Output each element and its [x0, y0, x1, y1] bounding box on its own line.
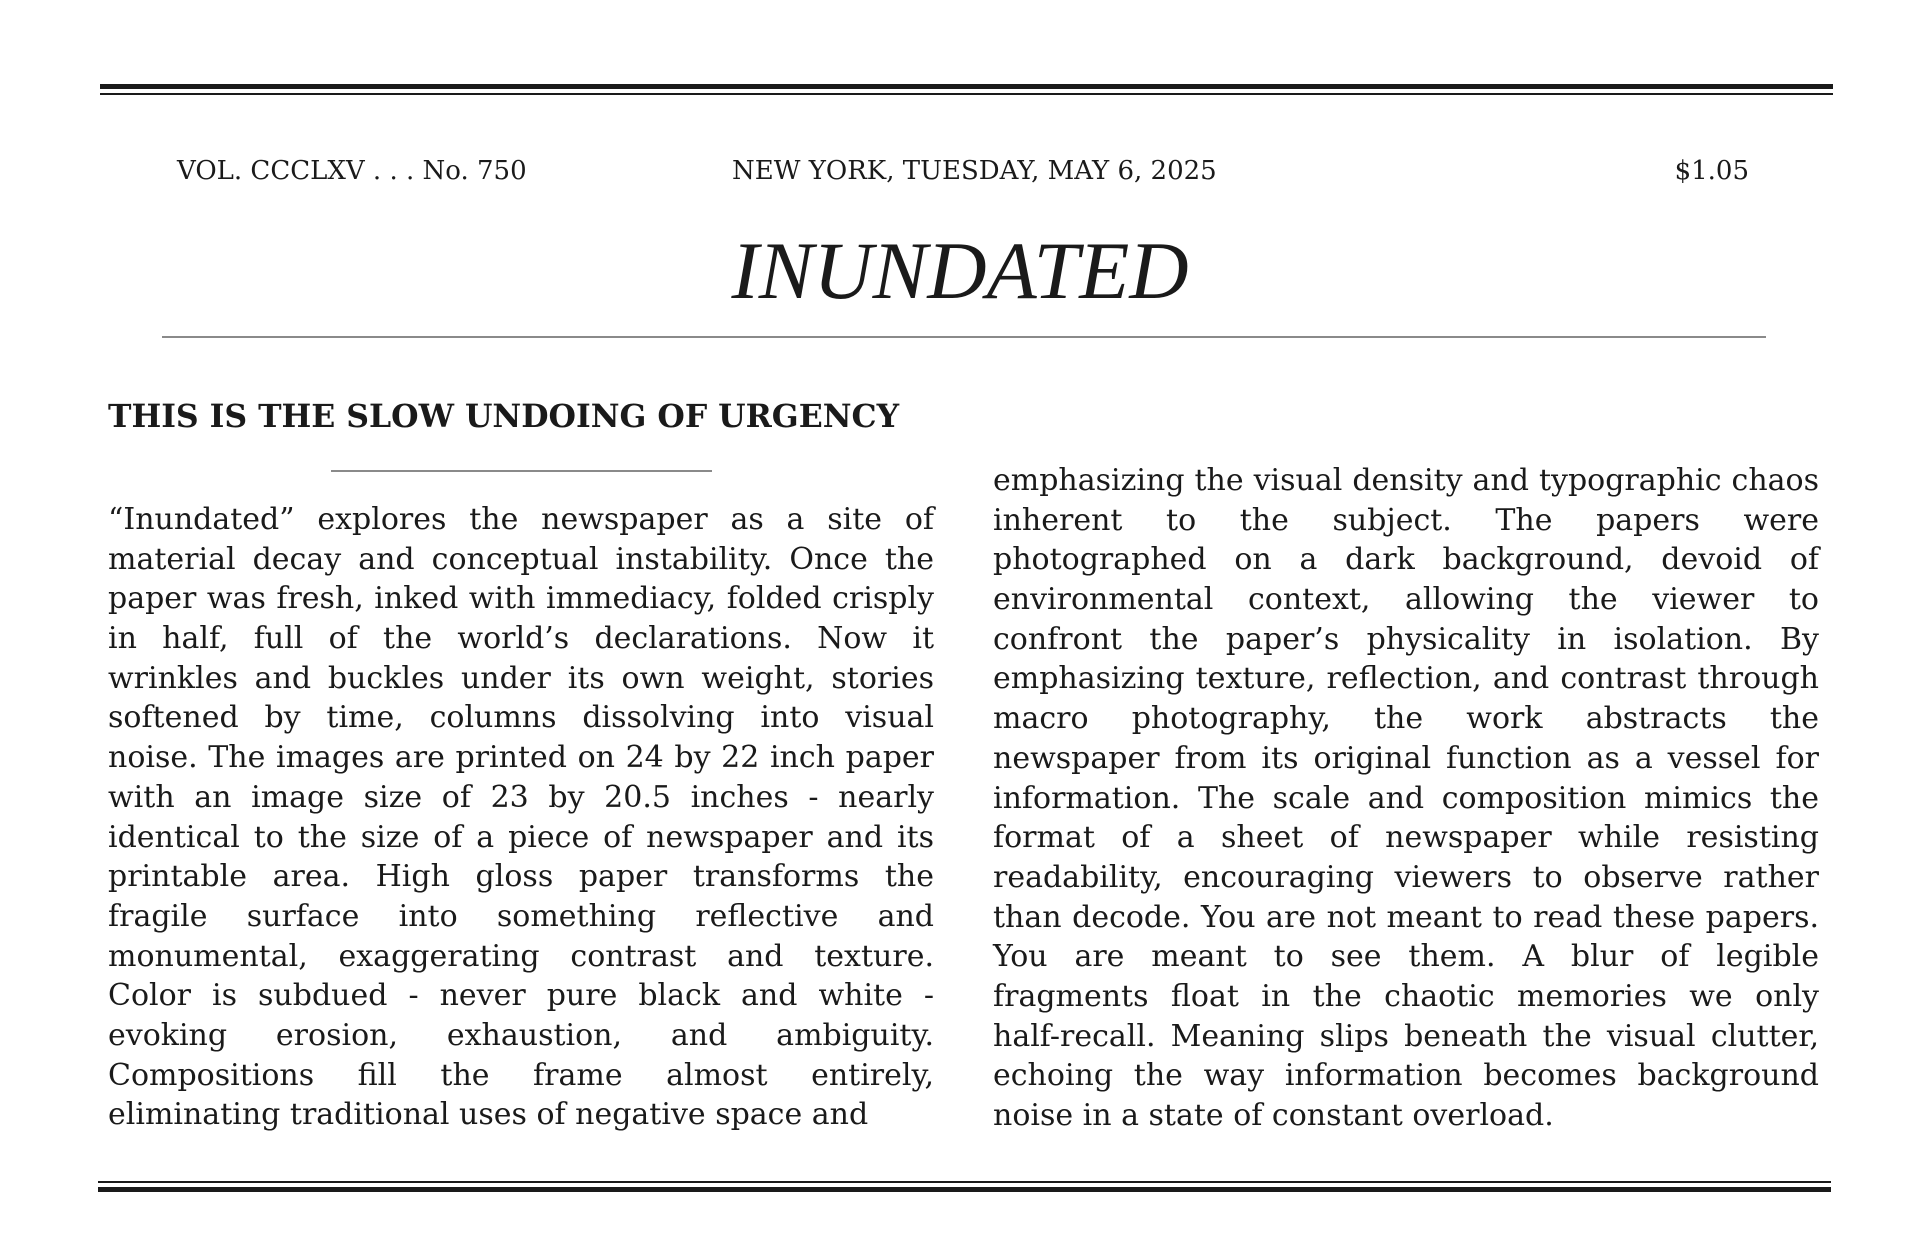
article-line: format of a sheet of newspaper while resisting — [993, 820, 1819, 856]
article-line: eliminating traditional uses of negative space and — [108, 1097, 869, 1133]
newspaper-title: INUNDATED — [731, 225, 1189, 316]
article-line: paper was fresh, inked with immediacy, folded crisply — [108, 581, 934, 617]
article-line: wrinkles and buckles under its own weight, stories — [108, 660, 934, 696]
article-line: fragments float in the chaotic memories we only — [993, 978, 1819, 1014]
article-line: Compositions fill the frame almost entirely, — [108, 1057, 934, 1093]
article-line: softened by time, columns dissolving into visual — [108, 700, 934, 736]
bottom-rule-thick — [98, 1187, 1831, 1192]
article-line: noise. The images are printed on 24 by 22 inch paper — [108, 740, 934, 776]
article-line: fragile surface into something reflective and — [108, 898, 934, 934]
bottom-rule-thin — [98, 1181, 1831, 1183]
article-line: readability, encouraging viewers to observe rather — [993, 859, 1819, 895]
article-headline: THIS IS THE SLOW UNDOING OF URGENCY — [108, 398, 900, 435]
top-rule-thin — [100, 93, 1833, 95]
article-line: than decode. You are not meant to read these papers. — [993, 899, 1819, 935]
article-line: confront the paper’s physicality in isolation. By — [993, 621, 1819, 657]
article-line: in half, full of the world’s declarations. Now it — [108, 621, 934, 657]
article-line: information. The scale and composition mimics the — [993, 780, 1819, 816]
article-line: half-recall. Meaning slips beneath the visual clutter, — [993, 1018, 1819, 1054]
article-line: identical to the size of a piece of newspaper and its — [108, 819, 934, 855]
headline-divider — [331, 470, 712, 472]
article-line: macro photography, the work abstracts the — [993, 701, 1819, 737]
dateline: NEW YORK, TUESDAY, MAY 6, 2025 — [732, 156, 1217, 186]
article-line: environmental context, allowing the viewer to — [993, 582, 1819, 618]
price: $1.05 — [1674, 156, 1749, 186]
article-line: Color is subdued - never pure black and white - — [108, 978, 934, 1014]
article-line: monumental, exaggerating contrast and texture. — [108, 938, 934, 974]
article-line: material decay and conceptual instability. Once the — [108, 541, 934, 577]
article-line: echoing the way information becomes background — [993, 1058, 1819, 1094]
article-line: “Inundated” explores the newspaper as a site of — [108, 502, 934, 537]
title-divider — [162, 336, 1766, 338]
article-line: emphasizing the visual density and typographic chaos — [993, 463, 1819, 498]
article-line: noise in a state of constant overload. — [993, 1098, 1554, 1133]
article-line: evoking erosion, exhaustion, and ambiguity. — [108, 1017, 934, 1053]
volume-number: VOL. CCCLXV . . . No. 750 — [177, 156, 527, 186]
article-line: with an image size of 23 by 20.5 inches - nearly — [108, 779, 934, 815]
article-line: newspaper from its original function as a vessel for — [993, 740, 1819, 776]
article-line: photographed on a dark background, devoid of — [993, 542, 1819, 578]
article-line: inherent to the subject. The papers were — [993, 502, 1819, 538]
article-column-right — [993, 461, 1819, 1136]
article-line: emphasizing texture, reflection, and contrast through — [993, 661, 1819, 697]
article-column-left — [108, 500, 934, 1135]
article-line: You are meant to see them. A blur of legible — [993, 939, 1819, 975]
top-rule-thick — [100, 84, 1833, 89]
article-line: printable area. High gloss paper transforms the — [108, 859, 934, 895]
